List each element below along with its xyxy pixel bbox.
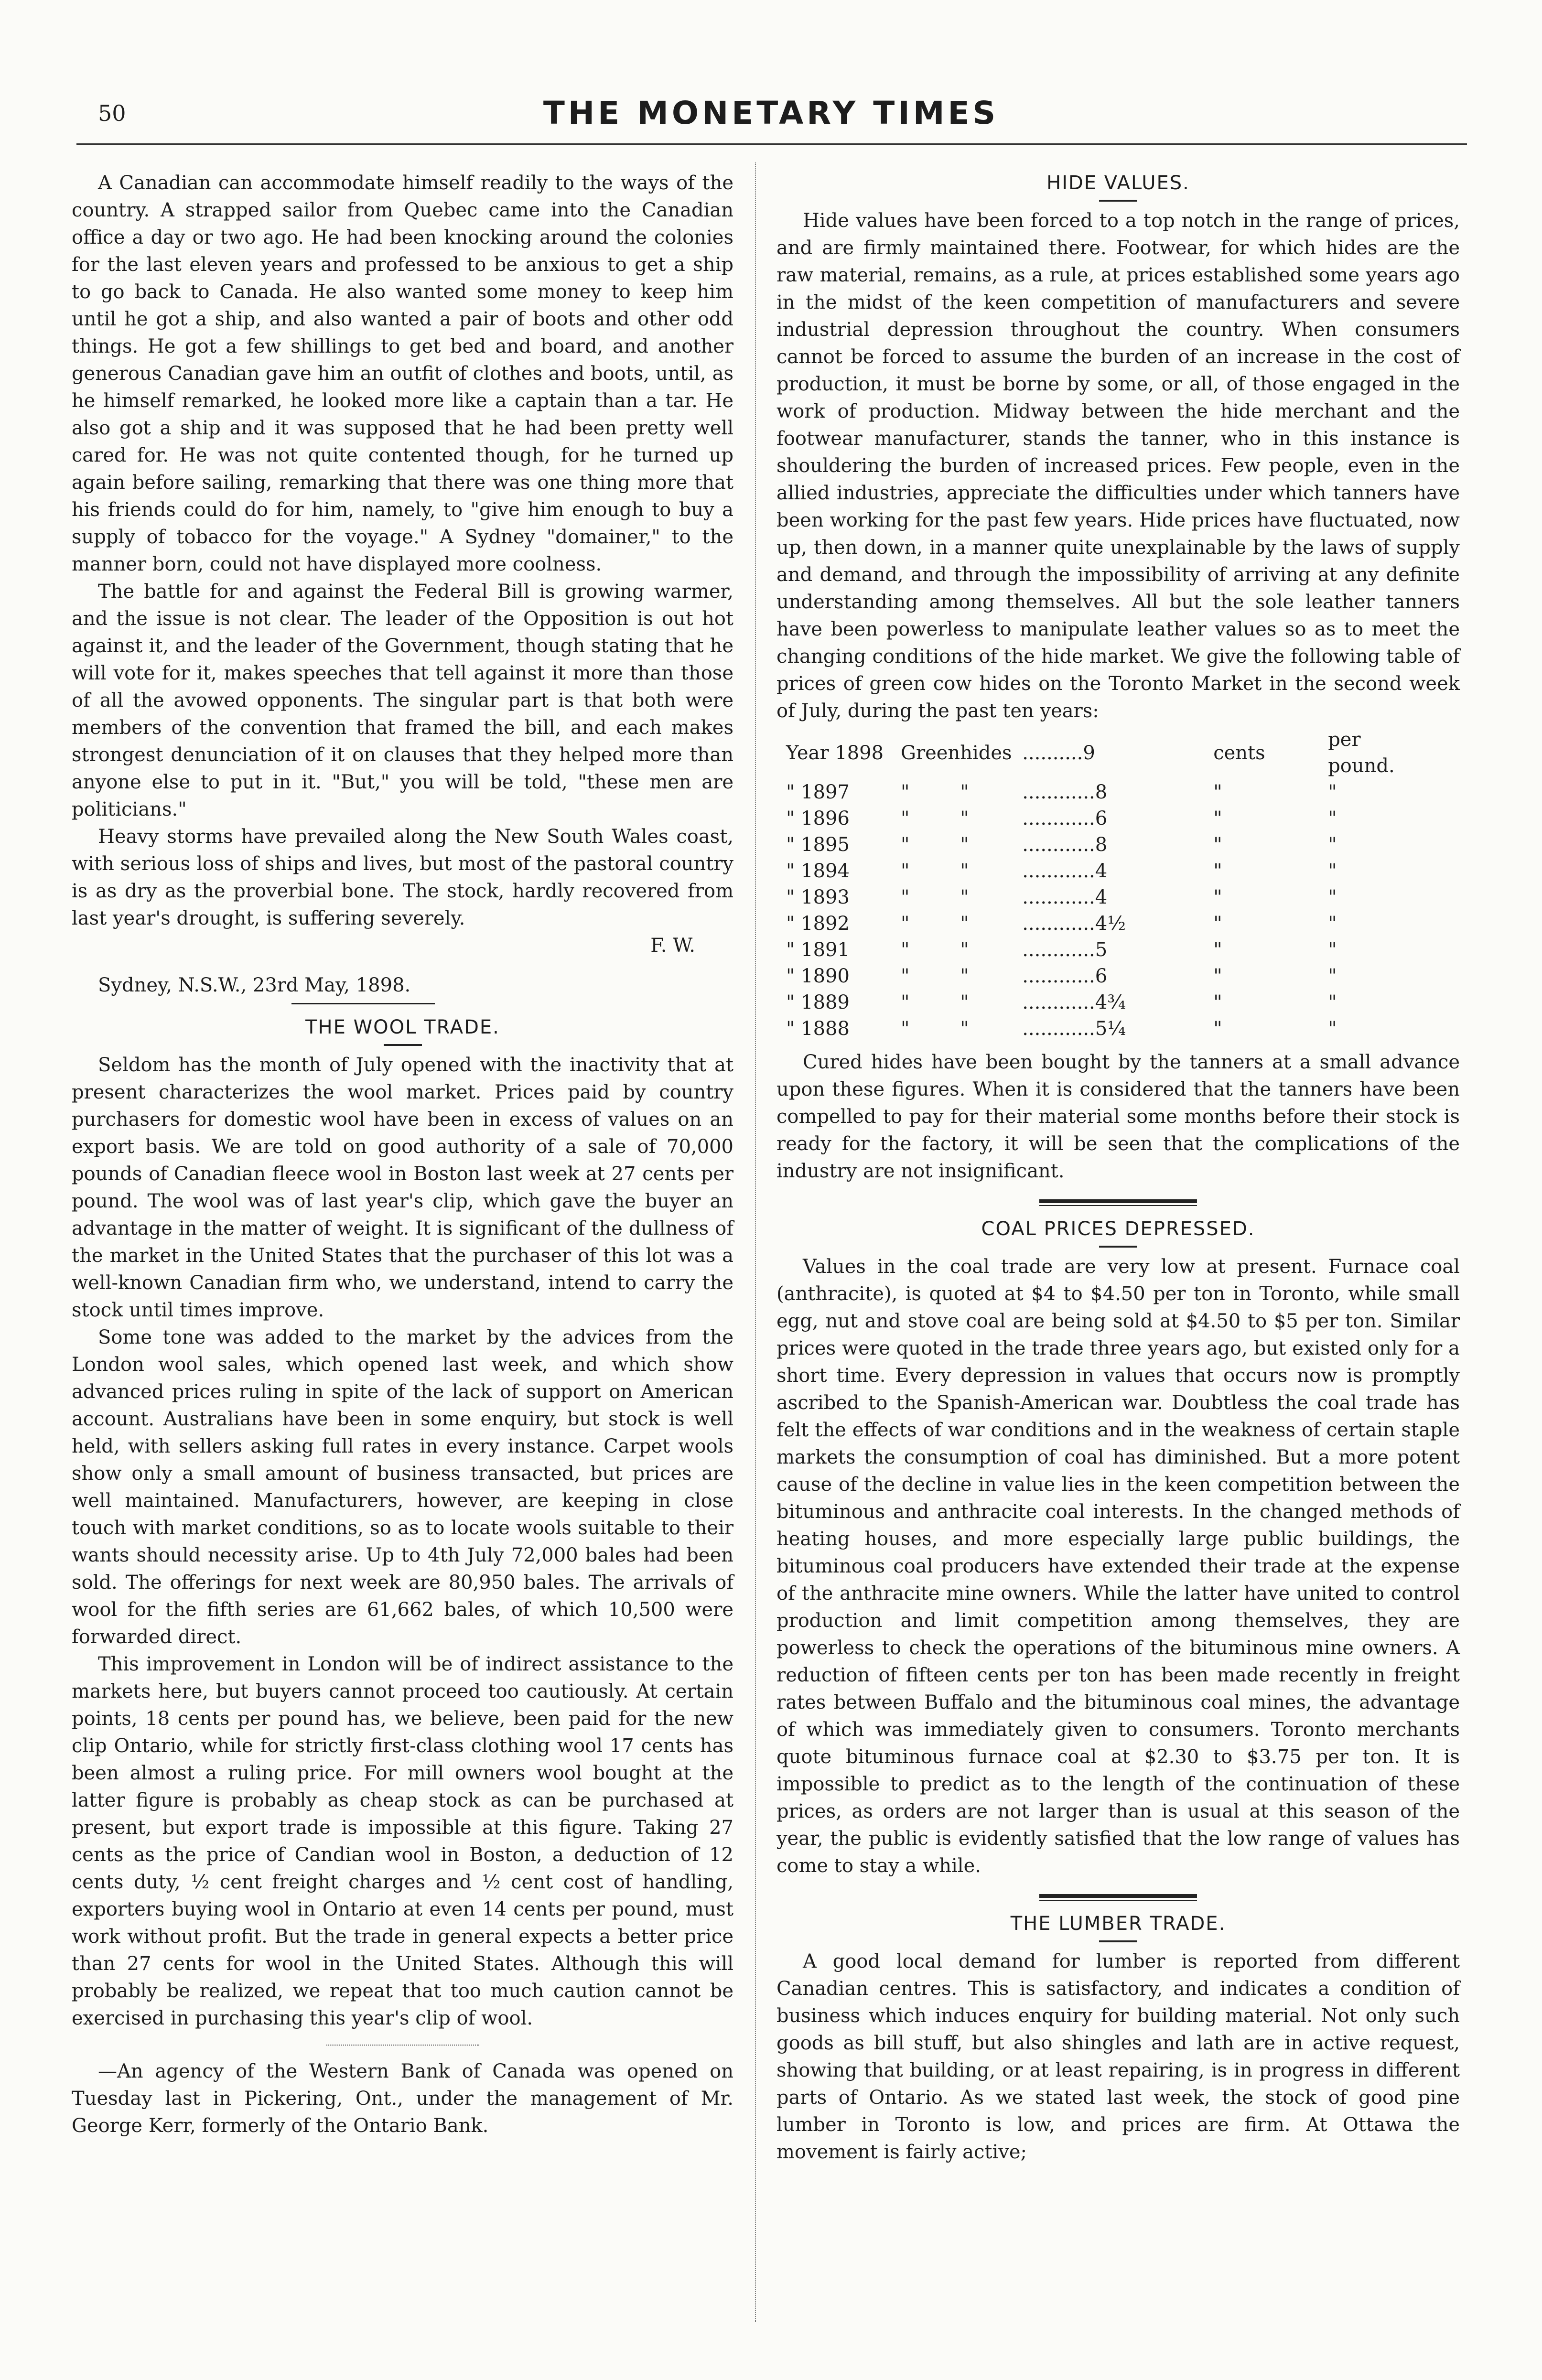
table-cell-h: " [960,991,969,1013]
table-cell-per: " [1328,1018,1337,1040]
table-row [786,937,1417,963]
paragraph: Heavy storms have prevailed along the New South Wales coast, with serious loss of ships and lives, but most of the pastoral country is as dry as the proverbial bone. The stock, hardly recovered from last year's drought, is suffering severely. [72,826,733,929]
table-cell-val: ............4 [1022,860,1108,882]
paragraph: This improvement in London will be of indirect assistance to the markets here, but buyers cannot proceed too cautiously. At certain points, 18 cents per pound has, we believe, been paid for the new clip Ontario, while for strictly first-class clothing wool 17 cents has been almost a ruling price. For mill owners wool bought at the latter figure is probably as cheap stock as can be purchased at present, but export trade is impossible at this figure. Taking 27 cents as the price of Candian wool in Boston, a deduction of 12 cents duty, ½ cent freight charges and ½ cent cost of handling, exporters buying wool in Ontario at even 14 cents per pound, must work without profit. But the trade in general expects a better price than 27 cents for wool in the United States. Although this will probably be realized, we repeat that too much caution cannot be exercised in purchasing this year's clip of wool. [72,1653,733,2029]
article-heading: HIDE VALUES. [1046,172,1190,194]
table-cell-per: " [1328,860,1337,882]
header-rule [76,143,1467,145]
column-divider [755,162,756,2322]
table-cell-val: ............6 [1022,965,1108,987]
paragraph: Values in the coal trade are very low at present. Furnace coal (anthracite), is quoted at $4 to $4.50 per ton in Toronto, while small egg, nut and stove coal are being sold at $4.50 to $5 per ton. Similar prices were quoted in the trade three years ago, but existed only for a short time. Every depression in values that occurs now is promptly ascribed to the Spanish-American war. Doubtless the coal trade has felt the effects of war conditions and in the weakness of certain staple markets the consumption of coal has diminished. But a more potent cause of the decline in value lies in the keen competition between the bituminous and anthracite coal interests. In the changed methods of heating houses, and more especially large public buildings, the bituminous coal producers have extended their trade at the expense of the anthracite mine owners. While the latter have united to control production and limit competition among themselves, they are powerless to check the operations of the bituminous mine owners. A reduction of fifteen cents per ton has been made recently in freight rates between Buffalo and the bituminous coal mines, the advantage of which was immediately given to consumers. Toronto merchants quote bituminous furnace coal at $2.30 to $3.75 per ton. It is impossible to predict as to the length of the continuation of these prices, as orders are not larger than is usual at this season of the year, the public is evidently satisfied that the low range of values has come to stay a while. [776,1256,1460,1877]
table-cell-year: " 1894 [786,860,850,882]
paragraph: A good local demand for lumber is reported from different Canadian centres. This is satisfactory, and indicates a condition of business which induces enquiry for building material. Not only such goods as bill stuff, but also shingles and lath are in active request, showing that building, or at least repairing, is in progress in different parts of Ontario. As we stated last week, the stock of good pine lumber in Toronto is low, and prices are firm. At Ottawa the movement is fairly active; [776,1950,1460,2163]
table-cell-year: Year 1898 [786,742,884,764]
table-cell-unit: " [1213,1018,1222,1040]
table-cell-per: " [1328,939,1337,961]
table-cell-val: ............8 [1022,834,1108,856]
lumber-trade-article [776,1910,1460,2166]
paragraph: A Canadian can accommodate himself readily to the ways of the country. A strapped sailor from Quebec came into the Canadian office a day or two ago. He had been knocking around the colonies for the last eleven years and professed to be anxious to get a ship to go back to Canada. He also wanted some money to keep him until he got a ship, and also wanted a pair of boots and other odd things. He got a few shillings to get bed and board, and another generous Canadian gave him an outfit of clothes and boots, until, as he himself remarked, he looked more like a captain than a tar. He also got a ship and it was supposed that he had been pretty well cared for. He was not quite contented though, for he turned up again before sailing, remarking that there was one thing more that his friends could do for him, namely, to "give him enough to buy a supply of tobacco for the voyage." A Sydney "domainer," to the manner born, could not have displayed more coolness. [72,172,733,575]
table-cell-g: " [901,781,910,803]
table-cell-per: " [1328,991,1337,1013]
table-cell-year: " 1888 [786,1018,850,1040]
section-rule [291,1003,435,1004]
table-cell-unit: " [1213,834,1222,856]
table-cell-val: ............8 [1022,781,1108,803]
table-cell-val: ............4 [1022,886,1108,908]
left-column [72,170,733,2140]
table-cell-unit: " [1213,913,1222,935]
table-cell-g: Green [901,742,960,764]
page-number: 50 [98,100,126,126]
right-column [776,170,1460,2166]
masthead: THE MONETARY TIMES [543,95,999,131]
table-cell-year: " 1891 [786,939,850,961]
section-separator [1039,1199,1197,1206]
table-cell-h: " [960,965,969,987]
coal-prices-article [776,1216,1460,1880]
table-row [786,806,1417,832]
table-cell-val: ............5¼ [1022,1018,1126,1040]
table-row [786,727,1417,779]
article-heading: THE WOOL TRADE. [305,1016,500,1038]
table-cell-val: ............4½ [1022,913,1126,935]
table-cell-val: ..........9 [1022,742,1095,764]
heading-rule [1099,200,1137,202]
table-cell-per: per pound. [1328,729,1395,777]
table-row [786,858,1417,884]
article-heading: THE LUMBER TRADE. [1010,1913,1226,1935]
heading-rule [384,1044,422,1046]
table-cell-g: " [901,860,910,882]
table-cell-g: " [901,939,910,961]
table-row [786,832,1417,858]
table-cell-val: ............4¾ [1022,991,1126,1013]
table-cell-year: " 1897 [786,781,850,803]
paragraph: Seldom has the month of July opened with the inactivity that at present characterizes the wool market. Prices paid by country purchasers for domestic wool have been in excess of values on an export basis. We are told on good authority of a sale of 70,000 pounds of Canadian fleece wool in Boston last week at 27 cents per pound. The wool was of last year's clip, which gave the buyer an advantage in the matter of weight. It is significant of the dullness of the market in the United States that the purchaser of this lot was a well-known Canadian firm who, we understand, intend to carry the stock until times improve. [72,1054,733,1321]
table-cell-unit: " [1213,860,1222,882]
table-cell-year: " 1889 [786,991,850,1013]
heading-rule [1099,1246,1137,1248]
table-cell-g: " [901,991,910,1013]
table-cell-g: " [901,834,910,856]
table-cell-unit: " [1213,808,1222,829]
news-note: —An agency of the Western Bank of Canada was opened on Tuesday last in Pickering, Ont., under the management of Mr. George Kerr, formerly of the Ontario Bank. [72,2060,733,2137]
heading-rule [1099,1940,1137,1942]
table-cell-per: " [1328,965,1337,987]
table-cell-h: " [960,808,969,829]
table-row [786,990,1417,1016]
table-cell-per: " [1328,886,1337,908]
hide-price-table [786,727,1417,1042]
sydney-letter [72,170,733,1004]
paragraph: Some tone was added to the market by the advices from the London wool sales, which opened last week, and which show advanced prices ruling in spite of the lack of support on American account. Australians have been in some enquiry, but stock is well held, with sellers asking full rates in every instance. Carpet wools show only a small amount of business transacted, but prices are well maintained. Manufacturers, however, are keeping in close touch with market conditions, so as to locate wools suitable to their wants should necessity arise. Up to 4th July 72,000 bales had been sold. The offerings for next week are 80,950 bales. The arrivals of wool for the fifth series are 61,662 bales, of which 10,500 were forwarded direct. [72,1326,733,1648]
table-cell-h: hides [960,742,1012,764]
table-cell-per: " [1328,808,1337,829]
table-cell-per: " [1328,781,1337,803]
table-cell-h: " [960,1018,969,1040]
table-cell-year: " 1895 [786,834,850,856]
signature: F. W. [650,935,695,957]
table-cell-unit: " [1213,991,1222,1013]
table-row [786,1016,1417,1042]
table-cell-year: " 1892 [786,913,850,935]
table-cell-g: " [901,808,910,829]
table-cell-unit: " [1213,886,1222,908]
table-cell-year: " 1893 [786,886,850,908]
table-cell-per: " [1328,834,1337,856]
paragraph: Cured hides have been bought by the tanners at a small advance upon these figures. When it is considered that the tanners have been compelled to pay for their material some months before their stock is ready for the factory, it will be seen that the complications of the industry are not insignificant. [776,1051,1460,1182]
dateline: Sydney, N.S.W., 23rd May, 1898. [98,974,411,996]
table-cell-unit: " [1213,939,1222,961]
paragraph: The battle for and against the Federal Bill is growing warmer, and the issue is not clear. The leader of the Opposition is out hot against it, and the leader of the Government, though stating that he will vote for it, makes speeches that tell against it more than those of all the avowed opponents. The singular part is that both were members of the convention that framed the bill, and each makes strongest denunciation of it on clauses that they helped more than anyone else to put in it. "But," you will be told, "these men are politicians." [72,581,733,820]
table-cell-h: " [960,834,969,856]
table-row [786,911,1417,937]
hide-values-article [776,170,1460,1185]
table-row [786,963,1417,990]
section-separator [326,2045,479,2046]
table-row [786,779,1417,806]
table-cell-per: " [1328,913,1337,935]
article-heading: COAL PRICES DEPRESSED. [981,1218,1255,1240]
table-cell-val: ............6 [1022,808,1108,829]
table-cell-h: " [960,781,969,803]
table-row [786,884,1417,911]
table-cell-unit: cents [1213,742,1265,764]
table-cell-h: " [960,886,969,908]
table-cell-h: " [960,860,969,882]
section-separator [1039,1894,1197,1901]
table-cell-val: ............5 [1022,939,1108,961]
table-cell-year: " 1896 [786,808,850,829]
table-cell-g: " [901,965,910,987]
table-cell-unit: " [1213,781,1222,803]
wool-trade-article [72,1014,733,2032]
table-cell-year: " 1890 [786,965,850,987]
table-cell-unit: " [1213,965,1222,987]
table-cell-g: " [901,913,910,935]
table-cell-g: " [901,1018,910,1040]
table-cell-h: " [960,913,969,935]
paragraph: Hide values have been forced to a top notch in the range of prices, and are firmly maintained there. Footwear, for which hides are the raw material, remains, as a rule, at prices established some years ago in the midst of the keen competition of manufacturers and severe industrial depression throughout the country. When consumers cannot be forced to assume the burden of an increase in the cost of production, it must be borne by some, or all, of those engaged in the work of production. Midway between the hide merchant and the footwear manufacturer, stands the tanner, who in this instance is shouldering the burden of increased prices. Few people, even in the allied industries, appreciate the difficulties under which tanners have been working for the past few years. Hide prices have fluctuated, now up, then down, in a manner quite unexplainable by the laws of supply and demand, and through the impossibility of arriving at any definite understanding among themselves. All but the sole leather tanners have been powerless to manipulate leather values so as to meet the changing conditions of the hide market. We give the following table of prices of green cow hides on the Toronto Market in the second week of July, during the past ten years: [776,210,1460,722]
table-cell-g: " [901,886,910,908]
table-cell-h: " [960,939,969,961]
